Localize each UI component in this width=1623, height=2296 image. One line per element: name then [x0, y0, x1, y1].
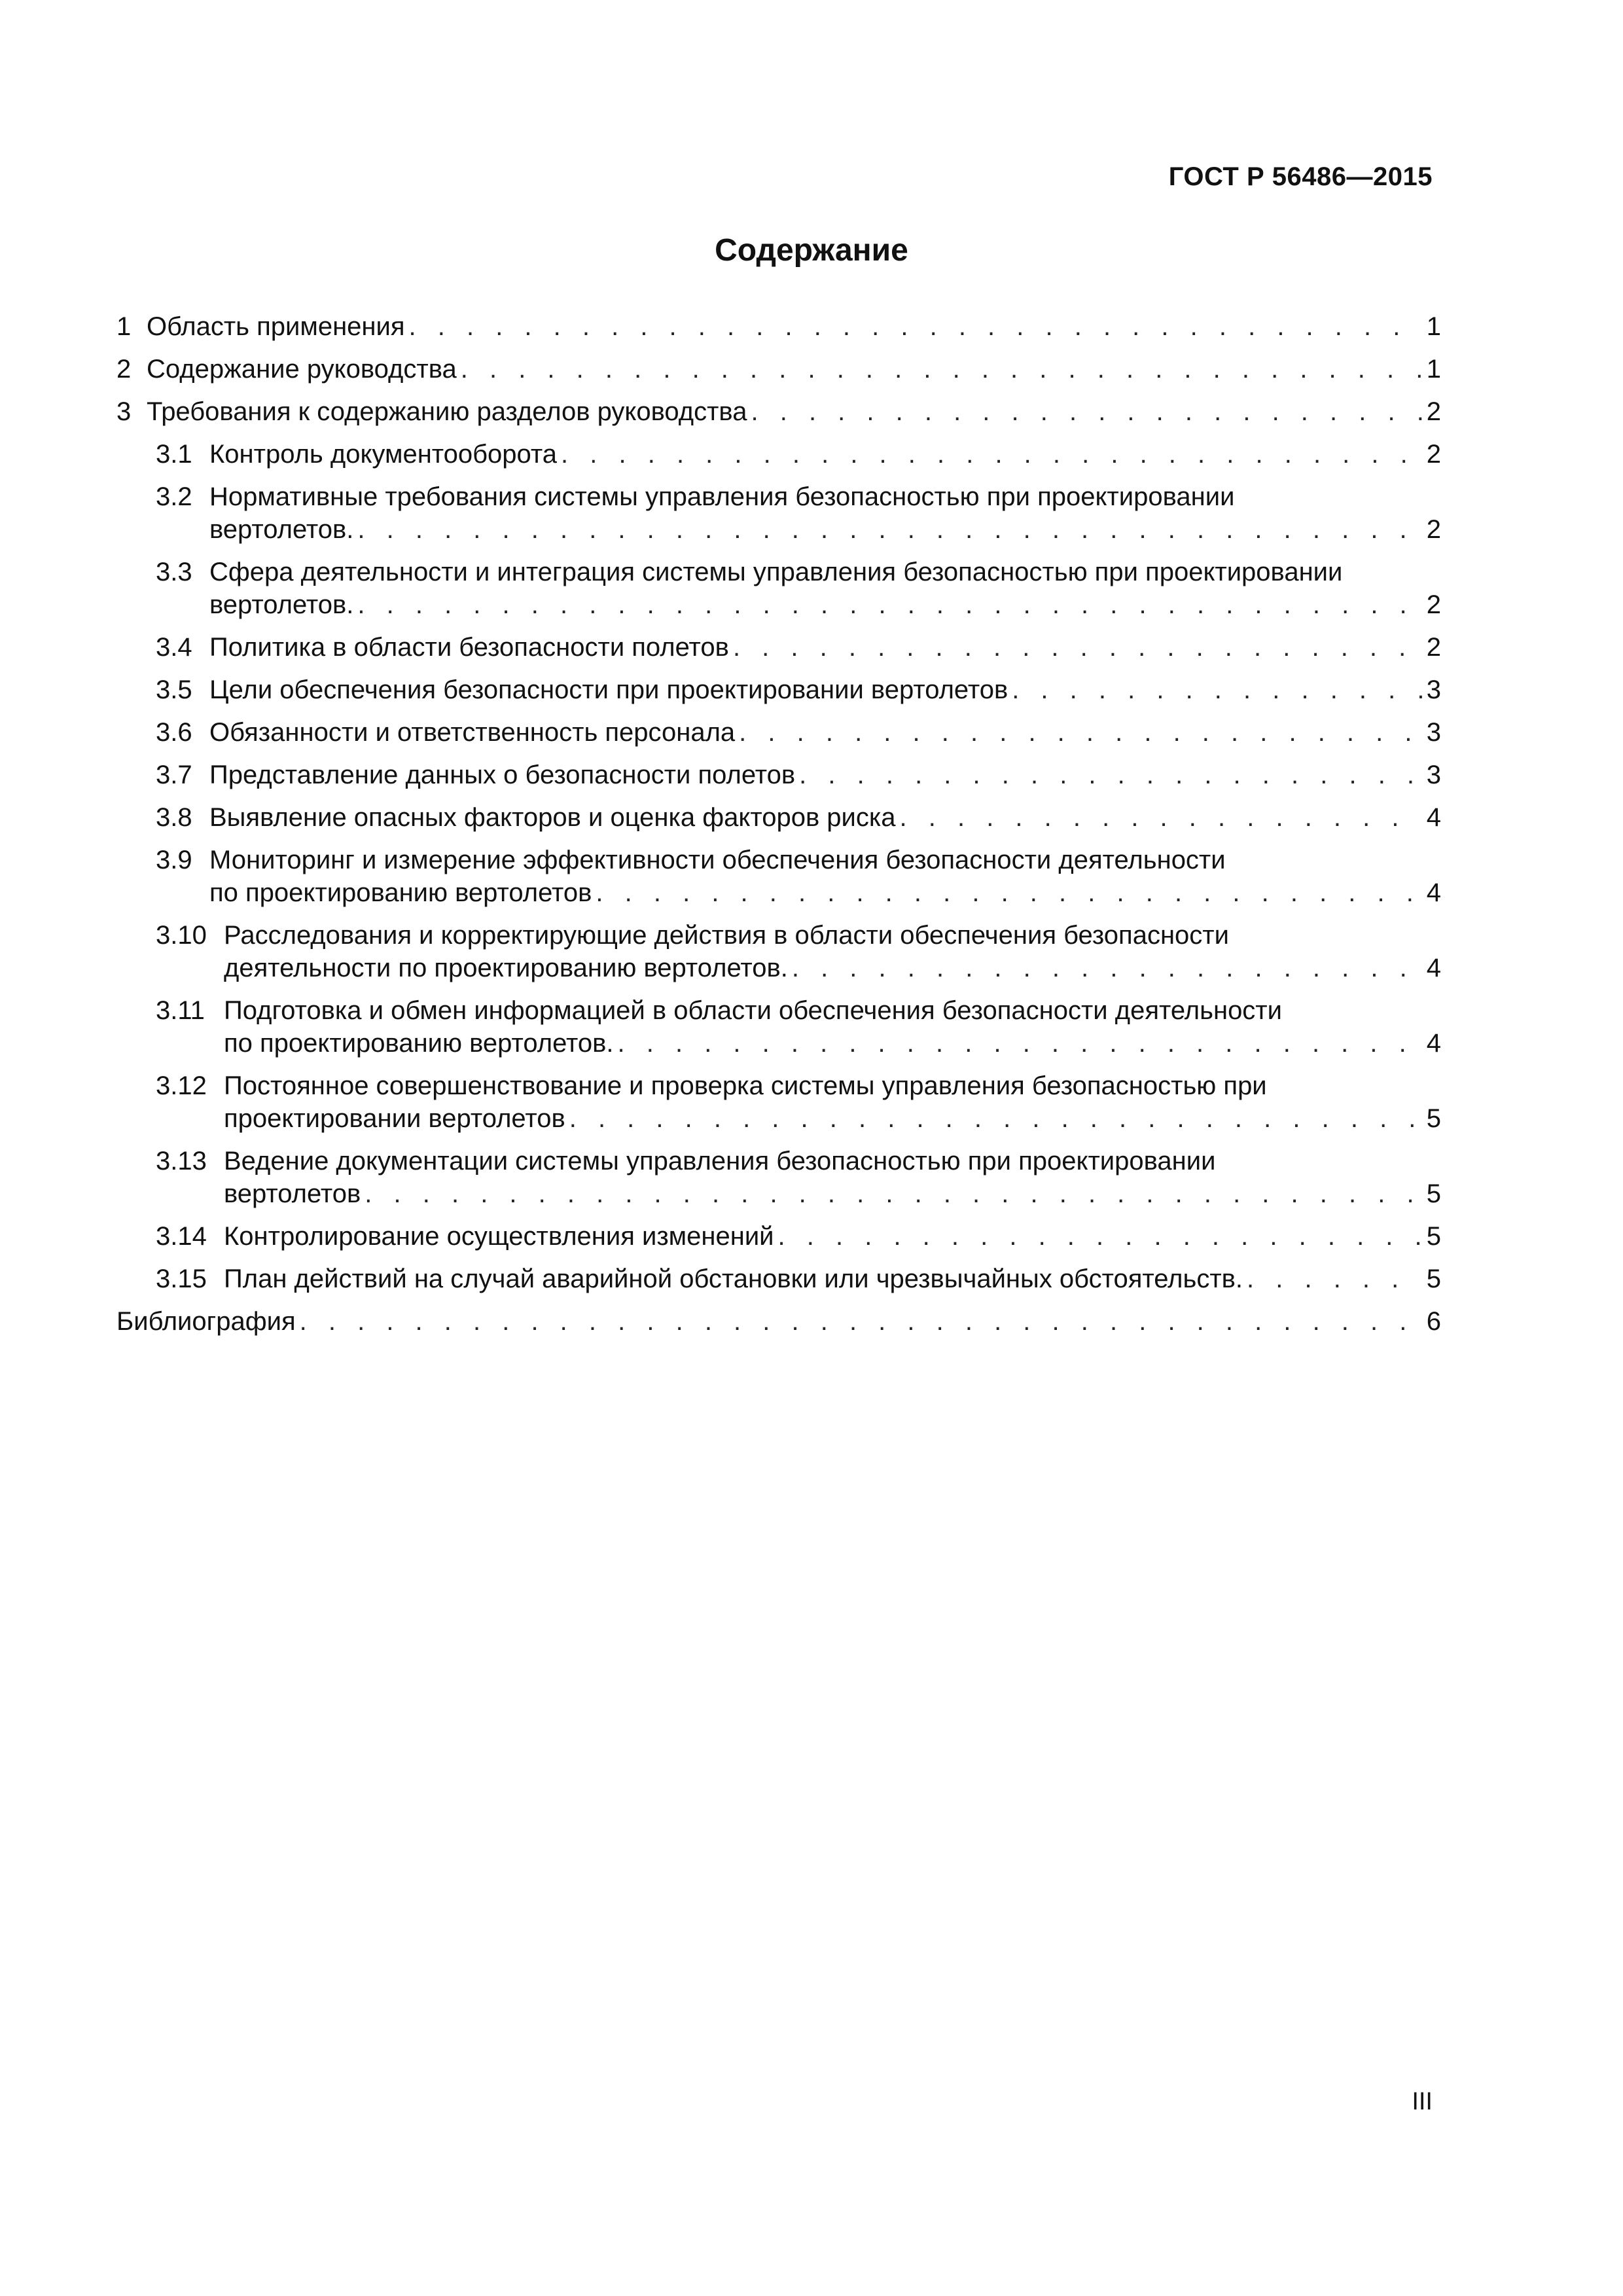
toc-entry[interactable]	[116, 310, 1441, 343]
toc-entry-text: Нормативные требования системы управления безопасностью при проектировании	[209, 482, 1235, 511]
toc-entry-number: 3.10	[156, 921, 207, 950]
document-code: ГОСТ Р 56486—2015	[1168, 162, 1433, 191]
toc-entry-text: Выявление опасных факторов и оценка факторов риска	[209, 803, 896, 832]
dot-leader	[357, 513, 1422, 546]
toc-entry-text: Постоянное совершенствование и проверка системы управления безопасностью при	[224, 1071, 1267, 1100]
toc-entry-number: 3.2	[156, 482, 192, 511]
dot-leader	[365, 1177, 1422, 1210]
toc-entry[interactable]	[116, 994, 1441, 1060]
toc-entry-page: 2	[1426, 440, 1441, 469]
toc-entry-text: Мониторинг и измерение эффективности обеспечения безопасности деятельности	[209, 846, 1226, 874]
toc-entry-page: 3	[1426, 761, 1441, 789]
toc-entry-page: 2	[1426, 633, 1441, 662]
dot-leader	[733, 631, 1423, 664]
toc-entry-text: Представление данных о безопасности полетов	[209, 761, 796, 789]
toc-entry[interactable]	[116, 1069, 1441, 1135]
toc-entry-text: по проектированию вертолетов	[209, 878, 592, 907]
toc-entry-number: 3.4	[156, 633, 192, 662]
toc-entry-text: Сфера деятельности и интеграция системы управления безопасностью при проектировании	[209, 558, 1343, 586]
toc-entry-page: 1	[1426, 312, 1441, 341]
dot-leader	[739, 716, 1423, 749]
toc-entry-page: 4	[1426, 954, 1441, 982]
dot-leader	[1012, 673, 1423, 706]
toc-entry[interactable]	[116, 1220, 1441, 1253]
toc-entry-text: Содержание руководства	[147, 355, 457, 384]
toc-entry-number: 3	[116, 397, 132, 426]
toc-entry-page: 5	[1426, 1104, 1441, 1133]
toc-entry-page: 2	[1426, 397, 1441, 426]
dot-leader	[461, 353, 1423, 386]
dot-leader	[569, 1102, 1423, 1135]
dot-leader	[618, 1027, 1423, 1060]
dot-leader	[596, 876, 1422, 909]
toc-entry[interactable]	[116, 716, 1441, 749]
toc-entry-number: 3.14	[156, 1222, 207, 1251]
toc-entry[interactable]	[116, 1145, 1441, 1210]
toc-entry-number: 3.15	[156, 1265, 207, 1293]
toc-entry-number: 3.12	[156, 1071, 207, 1100]
toc-entry[interactable]	[116, 759, 1441, 791]
toc-entry-text: Обязанности и ответственность персонала	[209, 718, 736, 747]
toc-entry-page: 3	[1426, 718, 1441, 747]
toc-entry-page: 1	[1426, 355, 1441, 384]
toc-entry-text: вертолетов.	[209, 515, 354, 544]
toc-entry[interactable]	[116, 395, 1441, 428]
dot-leader	[792, 952, 1423, 984]
dot-leader	[799, 759, 1423, 791]
toc-entry-number: 3.9	[156, 846, 192, 874]
toc-entry-text: План действий на случай аварийной обстановки или чрезвычайных обстоятельств.	[224, 1265, 1243, 1293]
toc-entry-text: деятельности по проектированию вертолетов.	[224, 954, 788, 982]
toc-entry-text: Цели обеспечения безопасности при проектировании вертолетов	[209, 675, 1008, 704]
dot-leader	[751, 395, 1422, 428]
toc-entry-page: 2	[1426, 590, 1441, 619]
toc-entry-page: 4	[1426, 878, 1441, 907]
toc-entry[interactable]	[116, 673, 1441, 706]
toc-entry-page: 4	[1426, 1029, 1441, 1058]
toc-entry-number: 3.13	[156, 1147, 207, 1175]
page-number: III	[1412, 2088, 1433, 2115]
dot-leader	[409, 310, 1423, 343]
toc-entry[interactable]	[116, 480, 1441, 546]
dot-leader	[778, 1220, 1423, 1253]
toc-entry-page: 3	[1426, 675, 1441, 704]
toc-entry-text: Расследования и корректирующие действия в области обеспечения безопасности	[224, 921, 1229, 950]
toc-entry[interactable]	[116, 631, 1441, 664]
toc-entry-page: 4	[1426, 803, 1441, 832]
toc-entry-text: Подготовка и обмен информацией в области обеспечения безопасности деятельности	[224, 996, 1282, 1025]
toc-entry-text: проектировании вертолетов	[224, 1104, 565, 1133]
toc-entry-page: 5	[1426, 1265, 1441, 1293]
page-title: Содержание	[715, 233, 908, 268]
toc-entry[interactable]	[116, 1263, 1441, 1295]
toc-entry-number: 3.3	[156, 558, 192, 586]
toc-entry-page: 6	[1426, 1307, 1441, 1336]
toc-entry-text: Область применения	[147, 312, 405, 341]
toc-entry-number: 3.1	[156, 440, 192, 469]
dot-leader	[357, 588, 1422, 621]
dot-leader	[561, 438, 1423, 471]
toc-entry-number: 3.6	[156, 718, 192, 747]
dot-leader	[300, 1305, 1423, 1338]
toc-entry-number: 3.11	[156, 996, 205, 1025]
toc-entry-page: 5	[1426, 1179, 1441, 1208]
toc-entry-number: 3.8	[156, 803, 192, 832]
toc-entry-number: 2	[116, 355, 132, 384]
toc-entry-text: Ведение документации системы управления безопасностью при проектировании	[224, 1147, 1216, 1175]
toc-entry-text: вертолетов	[224, 1179, 361, 1208]
toc-entry[interactable]	[116, 353, 1441, 386]
toc-entry-text: по проектированию вертолетов.	[224, 1029, 614, 1058]
toc-entry-page: 2	[1426, 515, 1441, 544]
toc-entry-text: Библиография	[116, 1307, 296, 1336]
toc-entry[interactable]	[116, 1305, 1441, 1338]
toc-entry-text: Политика в области безопасности полетов	[209, 633, 729, 662]
toc-entry-page: 5	[1426, 1222, 1441, 1251]
table-of-contents	[116, 310, 1441, 1348]
toc-entry[interactable]	[116, 801, 1441, 834]
toc-entry-number: 1	[116, 312, 132, 341]
toc-entry-number: 3.5	[156, 675, 192, 704]
toc-entry[interactable]	[116, 556, 1441, 621]
toc-entry-text: Требования к содержанию разделов руководства	[147, 397, 747, 426]
toc-entry[interactable]	[116, 844, 1441, 909]
toc-entry-text: Контролирование осуществления изменений	[224, 1222, 774, 1251]
dot-leader	[1247, 1263, 1423, 1295]
toc-entry-number: 3.7	[156, 761, 192, 789]
toc-entry-text: вертолетов.	[209, 590, 354, 619]
toc-entry[interactable]	[116, 438, 1441, 471]
dot-leader	[900, 801, 1423, 834]
toc-entry[interactable]	[116, 919, 1441, 984]
toc-entry-text: Контроль документооборота	[209, 440, 558, 469]
